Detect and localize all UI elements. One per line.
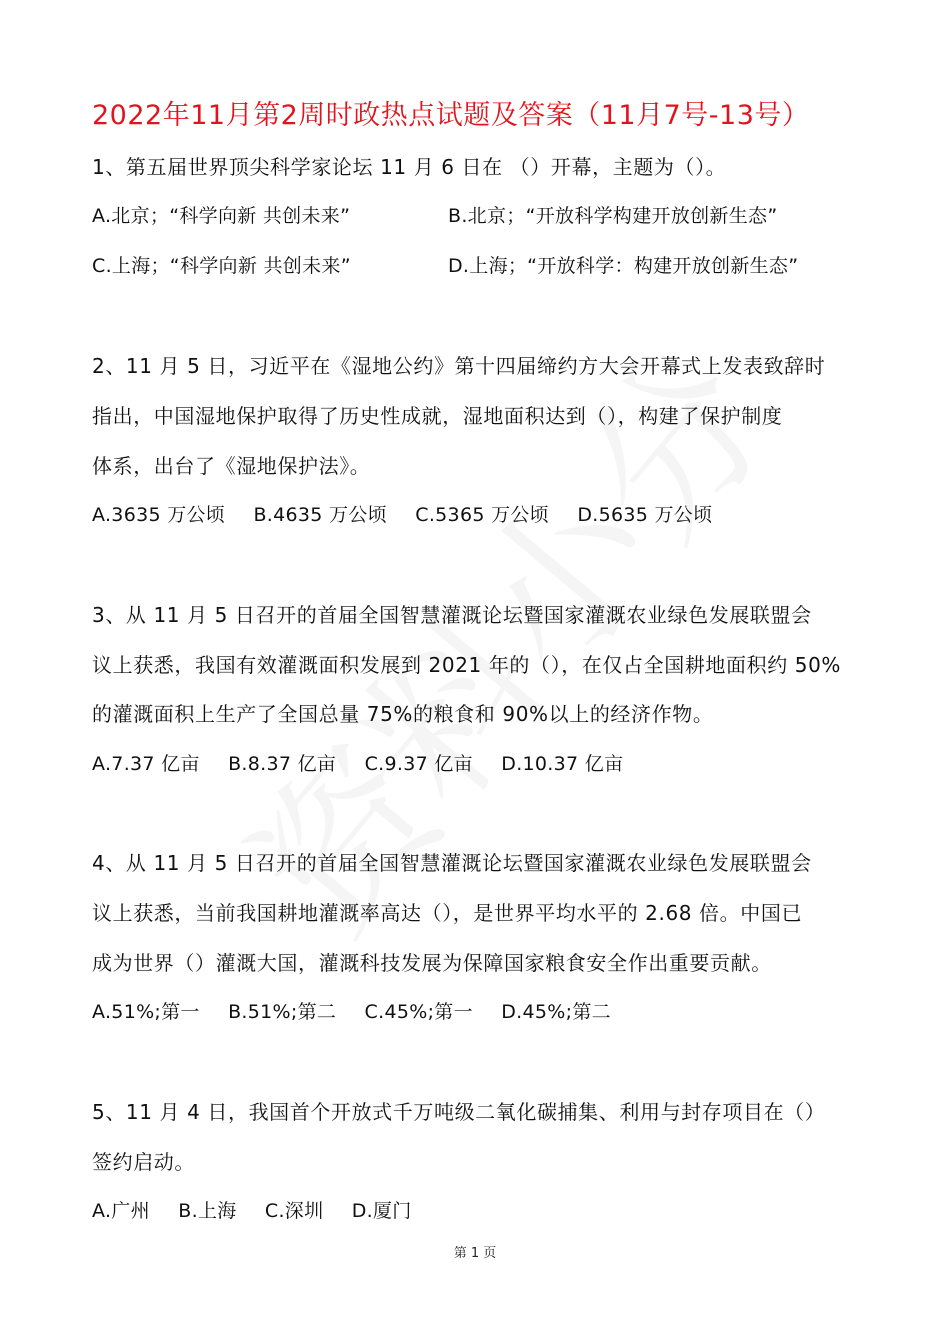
question-1-option-a: A.北京；“科学向新 共创未来” <box>92 205 351 227</box>
question-5-line-1: 5、11 月 4 日，我国首个开放式千万吨级二氧化碳捕集、利用与封存项目在（） <box>92 1100 826 1124</box>
question-3-line-3: 的灌溉面积上生产了全国总量 75%的粮食和 90%以上的经济作物。 <box>92 702 714 726</box>
question-5-option-a: A.广州 <box>92 1200 150 1222</box>
question-2-line-1: 2、11 月 5 日，习近平在《湿地公约》第十四届缔约方大会开幕式上发表致辞时 <box>92 354 826 378</box>
question-2-option-d: D.5635 万公顷 <box>577 504 713 526</box>
question-4-option-d: D.45%;第二 <box>501 1001 611 1023</box>
question-4-line-2: 议上获悉，当前我国耕地灌溉率高达（），是世界平均水平的 2.68 倍。中国已 <box>92 901 803 925</box>
question-3-option-b: B.8.37 亿亩 <box>228 753 337 775</box>
question-3-options <box>92 749 645 779</box>
question-1-option-d: D.上海；“开放科学：构建开放创新生态” <box>448 255 799 277</box>
question-3-option-a: A.7.37 亿亩 <box>92 753 200 775</box>
page-title: 2022年11月第2周时政热点试题及答案（11月7号-13号） <box>92 100 810 131</box>
question-2-line-3: 体系，出台了《湿地保护法》。 <box>92 454 371 478</box>
question-3-option-c: C.9.37 亿亩 <box>364 753 473 775</box>
question-2-line-2: 指出，中国湿地保护取得了历史性成就，湿地面积达到（），构建了保护制度 <box>92 404 783 428</box>
question-1-option-c: C.上海；“科学向新 共创未来” <box>92 255 351 277</box>
question-4-option-c: C.45%;第一 <box>364 1001 473 1023</box>
question-4-option-b: B.51%;第二 <box>228 1001 337 1023</box>
question-2-options <box>92 500 734 530</box>
question-3-line-2: 议上获悉，我国有效灌溉面积发展到 2021 年的（），在仅占全国耕地面积约 50% <box>92 653 842 677</box>
question-5-option-b: B.上海 <box>178 1200 237 1222</box>
page-number: 第 1 页 <box>453 1246 497 1261</box>
question-5-option-d: D.厦门 <box>351 1200 412 1222</box>
question-5-option-c: C.深圳 <box>264 1200 324 1222</box>
question-1-option-b: B.北京；“开放科学构建开放创新生态” <box>448 205 778 227</box>
question-3-option-d: D.10.37 亿亩 <box>501 753 624 775</box>
question-4-line-3: 成为世界（）灌溉大国，灌溉科技发展为保障国家粮食安全作出重要贡献。 <box>92 951 772 975</box>
question-4-options <box>92 997 633 1027</box>
question-1-line-1: 1、第五届世界顶尖科学家论坛 11 月 6 日在 （）开幕，主题为（）。 <box>92 155 727 179</box>
question-2-option-c: C.5365 万公顷 <box>415 504 549 526</box>
question-3-line-1: 3、从 11 月 5 日召开的首届全国智慧灌溉论坛暨国家灌溉农业绿色发展联盟会 <box>92 603 812 627</box>
question-4-line-1: 4、从 11 月 5 日召开的首届全国智慧灌溉论坛暨国家灌溉农业绿色发展联盟会 <box>92 851 812 875</box>
question-2-option-b: B.4635 万公顷 <box>253 504 387 526</box>
question-2-option-a: A.3635 万公顷 <box>92 504 226 526</box>
question-5-line-2: 签约启动。 <box>92 1150 195 1174</box>
question-5-options <box>92 1196 434 1226</box>
question-4-option-a: A.51%;第一 <box>92 1001 200 1023</box>
